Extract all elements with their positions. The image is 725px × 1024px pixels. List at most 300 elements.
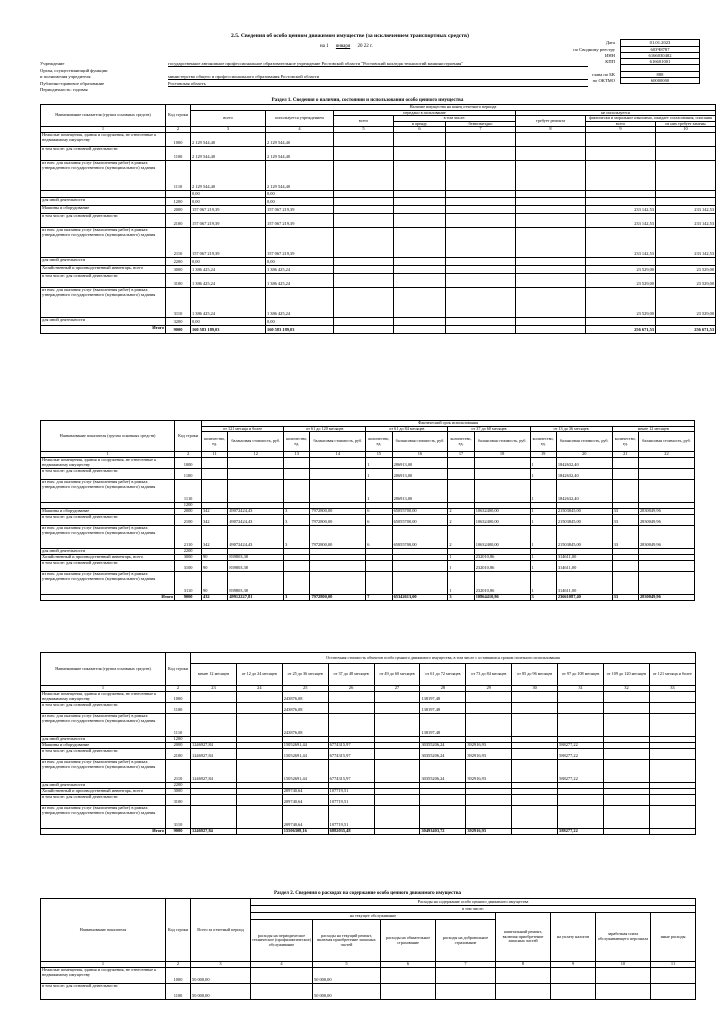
value-cell	[656, 258, 716, 266]
col-header-mandatory-insurance: расходы на обязательное страхование	[381, 920, 436, 962]
row-code: 1100	[166, 983, 191, 999]
value-cell	[334, 214, 394, 228]
value-cell: 233 142,53	[656, 206, 716, 214]
value-cell: 232010,86	[474, 554, 530, 560]
row-name: Нежилые помещения, здания и сооружения, не отнесенные к недвижимому имуществу	[41, 967, 166, 983]
table-row	[41, 514, 695, 525]
value-cell	[612, 571, 638, 594]
row-code: 3100	[166, 274, 191, 288]
col-header-bal: балансовая стоимость, руб.	[474, 432, 530, 452]
value-cell: 2 129 544,40	[191, 147, 266, 161]
value-cell	[516, 206, 586, 214]
value-cell: 0,00	[191, 191, 266, 198]
value-cell	[251, 983, 313, 999]
value-cell: 23 529,00	[656, 288, 716, 318]
value-cell: 1	[366, 458, 392, 469]
col-header-period: от 121 месяца и более	[202, 426, 284, 432]
value-cell	[202, 480, 228, 503]
value-cell: 2830049,96	[638, 508, 694, 514]
column-number: 9	[551, 962, 596, 968]
value-cell	[596, 983, 651, 999]
value-cell: 1246927,84	[191, 828, 237, 834]
value-cell	[656, 318, 716, 326]
value-cell: 10864410,86	[474, 594, 530, 600]
value-cell	[334, 288, 394, 318]
row-code: 1110	[166, 161, 191, 191]
value-cell: 160 583 189,03	[266, 326, 334, 334]
column-number: 14	[310, 452, 366, 458]
value-cell	[512, 702, 558, 713]
value-cell: 2830049,96	[638, 525, 694, 548]
value-cell: 286913,00	[392, 458, 448, 469]
value-cell: 1	[448, 554, 474, 560]
row-name: из них: для оказания услуг (выполнения работ) в рамках утвержденного государственного (муниципального) задания	[41, 161, 166, 191]
value-cell: 50 000,00	[191, 967, 251, 983]
table-row	[41, 266, 716, 274]
value-cell: 10632400,00	[474, 525, 530, 548]
value-cell	[516, 133, 586, 147]
row-name: для иной деятельности	[41, 548, 175, 554]
value-cell: 30355206,24	[420, 742, 466, 748]
row-name: Итого	[41, 326, 166, 334]
value-cell: 21503845,00	[556, 525, 612, 548]
col-header-period: от 49 до 60 месяцев	[374, 664, 420, 686]
value-cell	[446, 133, 516, 147]
code-label: КПП	[605, 59, 615, 65]
row-name: в том числе: для основной деятельности	[41, 702, 166, 713]
value-cell	[604, 702, 650, 713]
column-number: 26	[328, 686, 374, 692]
value-cell: 256 671,53	[586, 326, 656, 334]
table-row	[41, 198, 716, 206]
column-number: 17	[448, 452, 474, 458]
value-cell	[191, 702, 237, 713]
table-row	[41, 713, 696, 736]
value-cell: 2 129 544,40	[191, 133, 266, 147]
column-number: 21	[612, 452, 638, 458]
value-cell: 23 529,00	[656, 266, 716, 274]
value-cell	[516, 161, 586, 191]
value-cell: 21503845,00	[556, 514, 612, 525]
value-cell	[649, 713, 695, 736]
col-header-other: иные расходы	[651, 913, 696, 962]
value-cell: 588277,22	[558, 748, 604, 759]
value-cell	[446, 288, 516, 318]
value-cell: 3	[448, 594, 474, 600]
codes-table	[620, 34, 700, 84]
row-code: 3110	[166, 288, 191, 318]
value-cell: 7972800,00	[310, 508, 366, 514]
value-cell	[394, 228, 446, 258]
value-cell: 243876,08	[282, 713, 328, 736]
value-cell: 6774315,97	[328, 759, 374, 782]
value-cell: 0,00	[266, 198, 334, 206]
value-cell: 1	[530, 560, 556, 571]
org-label: Периодичность: годовая	[40, 87, 88, 92]
org-label: Орган, осуществляющий функции	[40, 67, 108, 73]
value-cell	[381, 967, 436, 983]
value-cell: 30355206,24	[420, 759, 466, 782]
value-cell: 1	[530, 458, 556, 469]
row-code: 1000	[166, 691, 191, 702]
row-code: 2100	[175, 514, 202, 525]
value-cell	[394, 266, 446, 274]
value-cell: 157 067 219,39	[191, 214, 266, 228]
col-header-period: от 37 до 60 месяцев	[448, 426, 530, 432]
value-cell	[604, 748, 650, 759]
col-header-period: от 61 до 84 месяцев	[366, 426, 448, 432]
value-cell: 209740,64	[282, 805, 328, 828]
row-name: из них: для оказания услуг (выполнения работ) в рамках утвержденного государственного (муниципального) задания	[41, 571, 175, 594]
value-cell: 33	[612, 594, 638, 600]
value-cell	[374, 759, 420, 782]
org-row	[40, 87, 615, 94]
value-cell	[392, 571, 448, 594]
value-cell	[604, 794, 650, 805]
value-cell	[191, 691, 237, 702]
table-row	[41, 288, 716, 318]
code-value: 616601001	[621, 59, 700, 65]
col-header-name: Наименование показателя (группа основных средств)	[41, 653, 166, 686]
column-number: 6	[394, 127, 446, 133]
value-cell: 1	[530, 508, 556, 514]
table-row	[41, 702, 696, 713]
col-header-incl: в том числе:	[251, 906, 696, 913]
value-cell	[446, 214, 516, 228]
row-code: 9000	[166, 326, 191, 334]
column-number: 4	[251, 962, 313, 968]
row-name: Хозяйственный и производственный инвентарь, всего	[41, 788, 166, 794]
value-cell: 50 000,00	[313, 967, 381, 983]
value-cell	[516, 318, 586, 326]
value-cell: 1	[530, 514, 556, 525]
value-cell	[236, 759, 282, 782]
value-cell	[310, 560, 366, 571]
value-cell: 23661087,40	[556, 594, 612, 600]
value-cell	[394, 214, 446, 228]
col-header-period: от 12 до 24 месяцев	[236, 664, 282, 686]
value-cell: 342	[202, 514, 228, 525]
value-cell	[448, 458, 474, 469]
value-cell: 50 000,00	[313, 983, 381, 999]
value-cell	[516, 258, 586, 266]
value-cell	[310, 469, 366, 480]
row-name: Нежилые помещения, здания и сооружения, не отнесенные к недвижимому имуществу	[41, 458, 175, 469]
column-number: 12	[228, 452, 284, 458]
col-header-phys: фактически и моральное изношено, ожидает согласования, списания	[586, 116, 716, 122]
value-cell: 314611,00	[556, 560, 612, 571]
value-cell	[228, 458, 284, 469]
row-code: 2100	[166, 748, 191, 759]
value-cell: 30355206,24	[420, 748, 466, 759]
row-name: Хозяйственный и производственный инвентарь, всего	[41, 266, 166, 274]
column-number: 29	[466, 686, 512, 692]
value-cell: 49912227,81	[228, 594, 284, 600]
row-name: из них: для оказания услуг (выполнения работ) в рамках утвержденного государственного (муниципального) задания	[41, 805, 166, 828]
value-cell	[236, 691, 282, 702]
row-name: для иной деятельности	[41, 782, 166, 788]
value-cell: 15052691,44	[282, 742, 328, 748]
table-row	[41, 458, 695, 469]
value-cell	[394, 206, 446, 214]
row-name: для иной деятельности	[41, 736, 166, 742]
value-cell	[446, 228, 516, 258]
column-number: 19	[530, 452, 556, 458]
value-cell	[394, 147, 446, 161]
value-cell: 23 529,00	[656, 274, 716, 288]
value-cell	[656, 191, 716, 198]
column-number: 11	[202, 452, 228, 458]
value-cell: 233 142,53	[656, 228, 716, 258]
row-code: 1000	[166, 967, 191, 983]
value-cell	[638, 571, 694, 594]
value-cell: 232010,86	[474, 560, 530, 571]
value-cell	[328, 713, 374, 736]
value-cell	[446, 191, 516, 198]
value-cell	[284, 571, 310, 594]
row-code: 2000	[166, 742, 191, 748]
value-cell	[516, 266, 586, 274]
value-cell	[394, 274, 446, 288]
value-cell	[334, 198, 394, 206]
value-cell	[334, 228, 394, 258]
col-header-salary: заработная плата обслуживающего персонала	[596, 913, 651, 962]
value-cell	[446, 326, 516, 334]
code-label: Дата	[605, 40, 615, 46]
column-number: 10	[596, 962, 651, 968]
row-name: Нежилые помещения, здания и сооружения, не отнесенные к недвижимому имуществу	[41, 691, 166, 702]
column-number: 8	[496, 962, 551, 968]
value-cell	[649, 748, 695, 759]
value-cell	[516, 214, 586, 228]
form-title: 2.5. Сведения об особо ценном движимом имуществе (за исключением транспортных средств)	[231, 33, 469, 39]
col-header-taxes: на уплату налогов	[551, 913, 596, 962]
column-number: 28	[420, 686, 466, 692]
value-cell: 7	[366, 594, 392, 600]
table-row	[41, 274, 716, 288]
col-header-group: Наличие имущества на конец отчетного периода	[191, 105, 716, 111]
row-code: 1100	[175, 469, 202, 480]
org-label: Публично-правовое образование	[40, 80, 105, 86]
value-cell	[334, 191, 394, 198]
value-cell	[466, 702, 512, 713]
value-cell: 3	[530, 594, 556, 600]
value-cell: 6	[366, 508, 392, 514]
value-cell: 33	[612, 514, 638, 525]
value-cell: 3	[284, 525, 310, 548]
value-cell: 3	[284, 514, 310, 525]
value-cell: 839803,38	[228, 560, 284, 571]
value-cell: 1	[366, 469, 392, 480]
value-cell: 1	[530, 554, 556, 560]
column-number: 4	[266, 127, 334, 133]
value-cell: 15052691,44	[282, 759, 328, 782]
col-header-name: Наименование показателя	[41, 899, 166, 962]
col-header-group: Расходы на содержание особо ценного движимого имущества	[251, 899, 696, 906]
value-cell	[394, 288, 446, 318]
row-name: Машины и оборудование	[41, 742, 166, 748]
value-cell	[394, 318, 446, 326]
col-header-code: Код строки	[175, 421, 202, 452]
value-cell: 233 142,53	[586, 206, 656, 214]
table-row	[41, 967, 696, 983]
value-cell: 392916,93	[466, 742, 512, 748]
value-cell: 33	[612, 525, 638, 548]
row-code: 3100	[175, 560, 202, 571]
column-number: 3	[191, 127, 266, 133]
col-header-period: менее 12 месяцев	[612, 426, 694, 432]
value-cell	[586, 147, 656, 161]
value-cell: 342	[202, 508, 228, 514]
value-cell	[558, 805, 604, 828]
org-label: и полномочия учредителя	[40, 74, 91, 79]
value-cell: 392916,93	[466, 748, 512, 759]
codes-row	[621, 78, 700, 84]
column-number: 5	[313, 962, 381, 968]
value-cell: 2 129 544,40	[266, 133, 334, 147]
column-number: 2	[166, 686, 191, 692]
value-cell: 65055700,00	[392, 508, 448, 514]
column-number: 6	[381, 962, 436, 968]
value-cell	[394, 258, 446, 266]
value-cell	[334, 318, 394, 326]
value-cell: 10632400,00	[474, 514, 530, 525]
code-value: 60000000	[621, 78, 700, 84]
value-cell: 1 386 425,24	[266, 274, 334, 288]
value-cell	[586, 191, 656, 198]
row-code: 1200	[166, 198, 191, 206]
value-cell	[448, 480, 474, 503]
report-date: на 1 января 20 22 г.	[320, 44, 373, 49]
value-cell	[516, 326, 586, 334]
col-header-phys-total: всего	[586, 121, 656, 127]
value-cell	[191, 794, 237, 805]
value-cell: 0,00	[266, 318, 334, 326]
col-header-period: от 61 до 120 месяцев	[284, 426, 366, 432]
value-cell: 233 142,53	[656, 214, 716, 228]
value-cell	[446, 206, 516, 214]
col-header-qty: количество, ед.	[530, 432, 556, 452]
value-cell: 1	[448, 571, 474, 594]
row-code: 3110	[175, 571, 202, 594]
value-cell	[466, 713, 512, 736]
row-code: 1200	[175, 503, 202, 509]
value-cell	[656, 198, 716, 206]
section1-table-residual-value	[40, 652, 696, 835]
col-header-repair: требует ремонта	[516, 116, 586, 127]
value-cell	[446, 198, 516, 206]
value-cell: 1842632,40	[556, 458, 612, 469]
value-cell: 1 386 425,24	[191, 288, 266, 318]
col-header-incl: в том числе:	[394, 116, 516, 122]
column-number: 3	[191, 962, 251, 968]
value-cell: 2 129 544,40	[266, 161, 334, 191]
value-cell	[236, 702, 282, 713]
col-header-code: Код строки	[166, 105, 191, 127]
value-cell	[436, 983, 496, 999]
row-name: в том числе: для основной деятельности	[41, 560, 175, 571]
table-row	[41, 133, 716, 147]
value-cell: 2 129 544,40	[191, 161, 266, 191]
value-cell: 1 386 425,24	[266, 266, 334, 274]
value-cell: 30493403,72	[420, 828, 466, 834]
value-cell	[366, 560, 392, 571]
row-name: в том числе: для основной деятельности	[41, 147, 166, 161]
value-cell	[638, 560, 694, 571]
value-cell	[251, 967, 313, 983]
value-cell	[420, 805, 466, 828]
col-header-period: от 61 до 72 месяцев	[420, 664, 466, 686]
table-row	[41, 206, 716, 214]
value-cell: 23 529,00	[586, 274, 656, 288]
value-cell	[596, 967, 651, 983]
value-cell	[334, 133, 394, 147]
column-number: 23	[191, 686, 237, 692]
value-cell: 6774315,97	[328, 742, 374, 748]
value-cell: 0,00	[266, 191, 334, 198]
value-cell: 3	[284, 594, 310, 600]
row-name: Итого	[41, 594, 175, 600]
value-cell	[651, 967, 696, 983]
value-cell	[604, 713, 650, 736]
value-cell: 15052691,44	[282, 748, 328, 759]
column-number: 2	[166, 127, 191, 133]
value-cell	[612, 560, 638, 571]
value-cell: 157 067 219,39	[191, 206, 266, 214]
value-cell	[392, 560, 448, 571]
value-cell	[649, 794, 695, 805]
value-cell: 23 529,00	[586, 288, 656, 318]
row-code: 1100	[166, 702, 191, 713]
value-cell	[310, 571, 366, 594]
value-cell	[334, 206, 394, 214]
column-number: 2	[166, 962, 191, 968]
value-cell	[191, 805, 237, 828]
value-cell	[638, 458, 694, 469]
value-cell: 1	[366, 480, 392, 503]
value-cell	[612, 480, 638, 503]
value-cell	[649, 828, 695, 834]
value-cell: 157 067 219,39	[266, 214, 334, 228]
code-label: ИНН	[605, 52, 615, 58]
value-cell	[310, 480, 366, 503]
value-cell: 49072424,43	[228, 525, 284, 548]
row-code: 2110	[166, 759, 191, 782]
col-header-transfer-total: всего	[334, 116, 394, 127]
value-cell	[284, 469, 310, 480]
value-cell: 49072424,43	[228, 514, 284, 525]
col-header-used: используется учреждением	[266, 110, 334, 127]
value-cell: 65055700,00	[392, 514, 448, 525]
value-cell	[420, 794, 466, 805]
value-cell: 1 386 425,24	[266, 288, 334, 318]
value-cell: 232010,86	[474, 571, 530, 594]
col-header-period: от 25 до 36 месяцев	[282, 664, 328, 686]
value-cell	[466, 794, 512, 805]
value-cell	[374, 702, 420, 713]
value-cell	[328, 691, 374, 702]
value-cell: 209740,64	[282, 794, 328, 805]
value-cell	[512, 748, 558, 759]
value-cell: 342	[202, 525, 228, 548]
value-cell: 7972800,00	[310, 594, 366, 600]
row-name: для иной деятельности	[41, 318, 166, 326]
value-cell: 2	[448, 508, 474, 514]
row-name: в том числе: для основной деятельности	[41, 983, 166, 999]
org-value: Ростовская область	[168, 81, 588, 87]
value-cell: 1842632,40	[556, 480, 612, 503]
value-cell	[516, 228, 586, 258]
